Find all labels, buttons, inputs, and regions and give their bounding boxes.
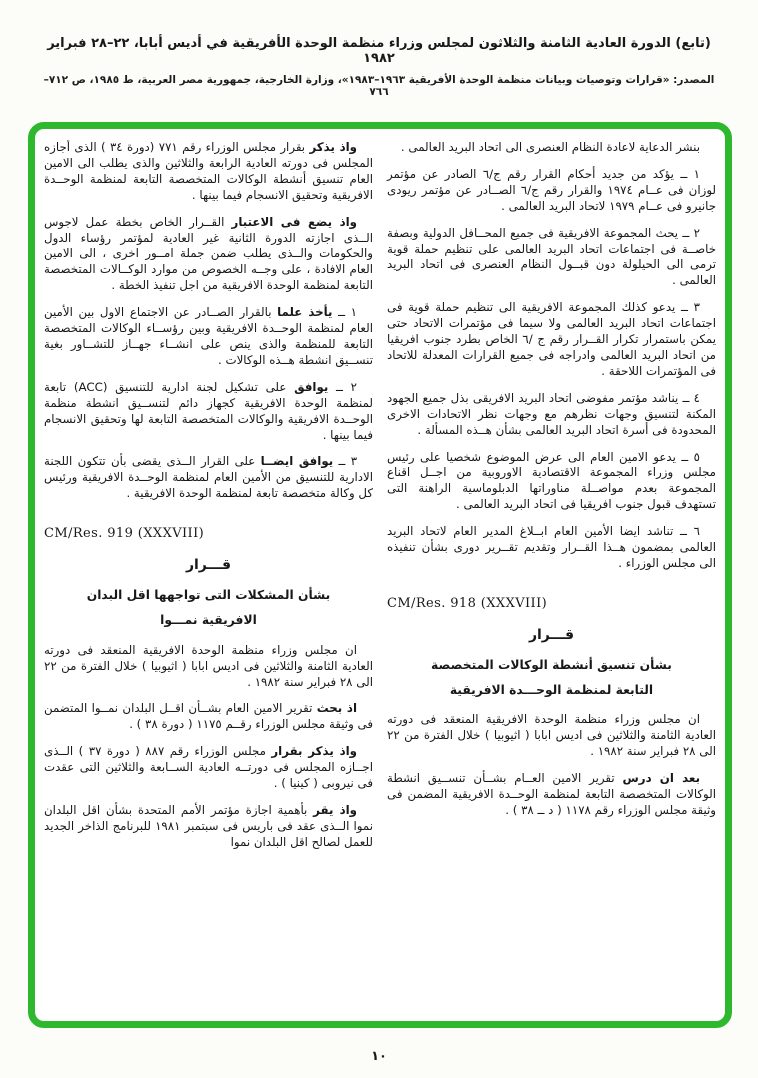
item-number: ١ ــ [338,305,358,320]
paragraph [387,771,716,819]
paragraph-text: على القرار الــذى يقضى بأن تتكون اللجنة الادارية للتنسيق من الأمين العام لمنظمة الوحــدة الافريقية ورئيس كل وكالة متخصصة تابعة لمنظمة الوحدة الافريقية . [44,454,373,501]
paragraph [387,140,716,156]
doc-ref: CM/Res. 919 (XXXVIII) [44,526,205,542]
paragraph-text: بأهمية اجازة مؤتمر الأمم المتحدة بشأن اقل البلدان نموا الــذى عقد فى باريس فى سبتمبر ١٩٨١ للبرنامج الذاخر الجديد للعمل لصالح اقل البلدان نموا [44,803,373,849]
resolution-subtitle: التابعة لمنظمة الوحـــدة الافريقية [449,682,654,697]
paragraph [387,167,716,215]
column-left [44,140,373,1013]
resolution-title: قـــرار [528,626,575,643]
lead-word: يأخذ علما [277,305,333,320]
page-frame [28,122,732,1028]
resolution-subtitle: بشأن تنسيق أنشطة الوكالات المتخصصة [431,657,672,672]
paragraph-text: يدعو الامين العام الى عرض الموضوع شخصيا على رئيس مجلس وزراء المجموعة الاقتصادية الاوروبية من اجــل اقناع المجموعة بعدم مواصــلة مناوراتها الدبلوماسية الراهنة التى تستهدف قبول جنوب افريقيا فى اتحاد البريد العالمى . [387,449,716,512]
paragraph [44,803,373,851]
lead-word: يوافق ايضــا [260,454,334,469]
header-session-title: (تابع) الدورة العادية الثامنة والثلاثون لمجلس وزراء منظمة الوحدة الأفريقية في أديس أبابا، ٢٢–٢٨ فبراير ١٩٨٢ [47,36,711,66]
paragraph-text: على تشكيل لجنة ادارية للتنسيق (ACC) تابعة لمنظمة الوحدة الافريقية كجهاز دائم لتنســيق انشطة منظمة الوحــدة الافريقية والوكالات المتخصصة التابعة لها وتحقيق الانسجام فيما بينها . [44,379,373,442]
item-number: ٥ ــ [681,449,700,464]
lead-word: بعد ان درس [622,771,701,786]
two-column-layout [44,140,716,1013]
resolution-subtitle: الافريقية نمـــوا [160,612,257,627]
lead-word: واذ يذكر [309,140,358,154]
paragraph-text: ان مجلس وزراء منظمة الوحدة الافريقية المنعقد فى دورته العادية الثامنة والثلاثين فى اديس ابابا ( اثيوبيا ) خلال الفترة من ٢٢ الى ٢٨ فبراير سنة ١٩٨٢ . [44,642,373,689]
lead-word: واذ يقر [313,803,358,817]
paragraph [44,744,373,792]
paragraph-text: القــرار الخاص بخطة عمل لاجوس الــذى اجازته الدورة الثانية غير العادية لمؤتمر رؤساء الدول والحكومات والــذى يطلب ضمن جملة امــور اخرى ، الى الامين العام الافادة ، على وجــه الخصوص من موارد الوكــالات المتخصصة التابعة لمنظمة الوحدة الافريقية من اجل تنفيذ الخطة . [44,214,373,293]
paragraph [44,380,373,444]
paragraph [387,524,716,572]
lead-word: واذ يضع فى الاعتبار [231,214,358,229]
lead-word: اذ بحث [316,701,357,716]
paragraph [387,226,716,290]
paragraph-text: بالقرار الصــادر عن الاجتماع الاول بين الأمين العام لمنظمة الوحــدة الافريقية وبين رؤســاء الوكالات المتخصصة التابعة للمنظمة والذى ينص على انشــاء جهــاز للتشــاور بغية تنســيق انشطة هــذه الوكالات . [44,305,373,367]
resolution-subtitle: بشأن المشكلات التى تواجهها اقل البدان [86,587,331,602]
paragraph [387,450,716,514]
paragraph-text: مجلس الوزراء رقم ٨٨٧ ( دورة ٣٧ ) الــذى اجــازه المجلس فى دورتــه العادية الســابعة والثلاثين التى عقدت فى نيروبى ( كينيا ) . [44,744,373,791]
paragraph-text: يؤكد من جديد أحكام القرار رقم ج/٦ الصادر عن مؤتمر لوزان فى عــام ١٩٧٤ والقرار رقم ج/٦ الصــادر عن مؤتمر ريودى جانيرو فى عــام ١٩٧٩ لاتحاد البريد العالمى . [387,166,716,213]
item-number: ٣ ــ [681,300,700,315]
paragraph-text: تقرير الامين العام بشــأن اقــل البلدان نمــوا المتضمن فى وثيقة مجلس الوزراء رقــم ١١٧٥ ( دورة ٣٨ ) . [44,701,373,732]
paragraph [387,712,716,760]
item-number: ٢ ــ [336,379,358,394]
lead-word: يوافق [294,379,329,394]
lead-word: واذ يذكر بقرار [271,744,357,759]
paragraph-text: بنشر الدعاية لاعادة النظام العنصرى الى اتحاد البريد العالمى . [400,140,700,154]
paragraph [44,305,373,369]
item-number: ١ ــ [680,166,700,181]
paragraph [44,701,373,733]
page-header [40,36,718,98]
column-right [387,140,716,1013]
paragraph-text: يحث المجموعة الافريقية فى جميع المحــافل الدولية وبصفة خاصــة فى اجتماعات اتحاد البريد العالمى على تنظيم حملة قوية ترمى الى الحيلولة دون قبــول النظام العنصرى فى اتحاد البريد العالمى . [387,225,716,288]
paragraph-text: يناشد مؤتمر مفوضى اتحاد البريد الافريقى بذل جميع الجهود المكنة لتنسيق وجهات نظرهم مع وجهات نظر الاتحادات الاخرى المحدودة فى أسرة اتحاد البريد العالمى بشأن هــذه المسألة . [387,390,716,437]
paragraph-text: يدعو كذلك المجموعة الافريقية الى تنظيم حملة قوية فى اجتماعات اتحاد البريد العالمى ولا سيما فى مؤتمرات الاتحاد حتى يمكن باستمرار تكرار القــرار رقم ج /٦ الخاص بطرد جنوب افريقيا من اتحاد البريد العالمى وادراجه فى جميع القرارات المعدلة للاتحاد فى المؤتمرات اللاحقة . [387,300,716,378]
item-number: ٤ ــ [682,390,701,405]
paragraph-text: بقرار مجلس الوزراء رقم ٧٧١ (دورة ٣٤ ) الذى أجازه المجلس فى دورته العادية الرابعة والثلاثين والذى يطلب الى الامين العام تنسيق أنشطة الوكالات المتخصصة التابعة لمنظمة الوحــدة الافريقية وتحقيق الانسجام فيما بينها . [44,140,373,202]
paragraph-text: تناشد ايضا الأمين العام ابــلاغ المدير العام لاتحاد البريد العالمى بمضمون هــذا القــرار وتقديم تقــرير دورى بشأن تنفيذه الى مجلس الوزراء . [387,524,716,570]
doc-ref: CM/Res. 918 (XXXVIII) [387,595,548,611]
paragraph-text: ان مجلس وزراء منظمة الوحدة الافريقية المنعقد فى دورته العادية الثامنة والثلاثين فى اديس ابابا ( اثيوبيا ) خلال الفترة من ٢٢ الى ٢٨ فبراير سنة ١٩٨٢ . [387,712,716,759]
resolution-title: قـــرار [185,557,232,574]
item-number: ٣ ــ [338,454,358,469]
paragraph [387,300,716,380]
paragraph [44,454,373,502]
page-number: ١٠ [371,1049,387,1064]
paragraph [44,215,373,295]
paragraph [387,391,716,439]
paragraph [44,643,373,691]
paragraph-text: تقرير الامين العــام بشــأن تنســيق انشطة الوكالات المتخصصة التابعة لمنظمة الوحــدة الافريقية المضمن فى وثيقة مجلس الوزراء رقم ١١٧٨ ( د ــ ٣٨ ) . [387,771,716,817]
item-number: ٦ ــ [680,524,700,539]
item-number: ٢ ــ [682,225,700,240]
paragraph [44,140,373,204]
header-source-line: المصدر: «قرارات وتوصيات وبيانات منظمة الوحدة الأفريقية ١٩٦٣–١٩٨٣»، وزارة الخارجية، جمهورية مصر العربية، ط ١٩٨٥، ص ٧١٢–٧٦٦ [43,74,715,98]
